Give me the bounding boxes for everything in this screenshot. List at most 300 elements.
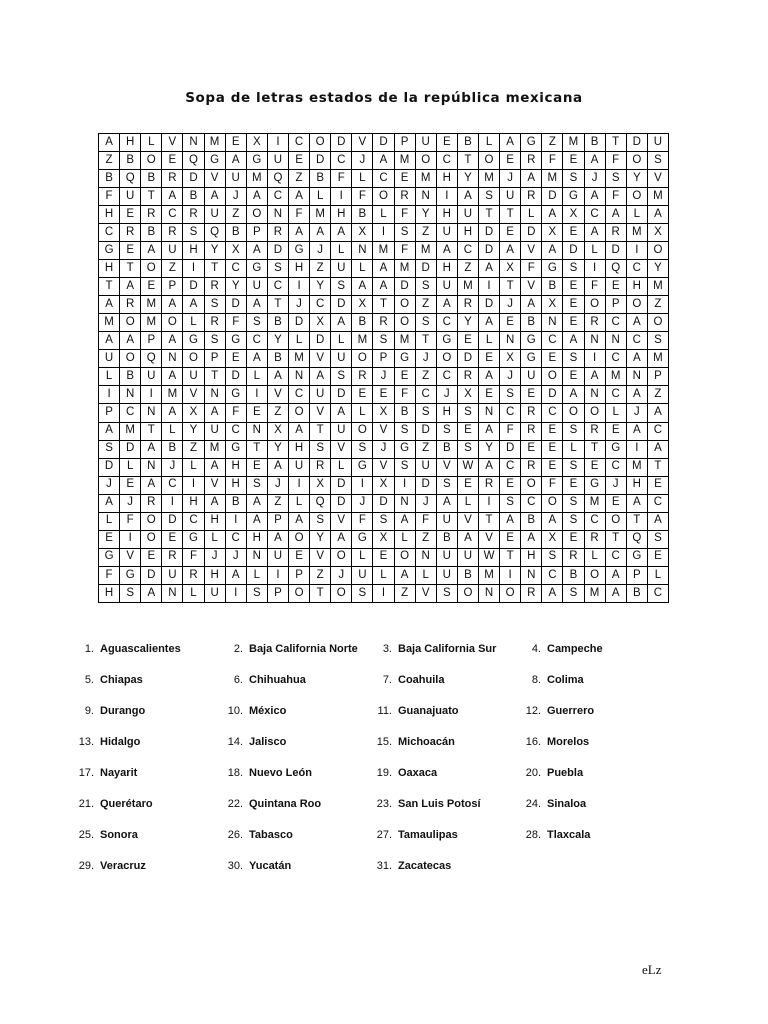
grid-cell: L xyxy=(288,494,309,512)
grid-cell: A xyxy=(267,530,288,548)
grid-cell: S xyxy=(183,224,204,242)
grid-cell: I xyxy=(99,386,120,404)
state-list-item xyxy=(72,641,181,657)
state-number: 5. xyxy=(84,674,94,686)
grid-cell: X xyxy=(183,404,204,422)
grid-cell: L xyxy=(457,494,478,512)
grid-cell: A xyxy=(584,224,605,242)
grid-cell: S xyxy=(204,332,225,350)
grid-row xyxy=(99,584,669,602)
grid-cell: A xyxy=(457,188,478,206)
grid-cell: U xyxy=(267,548,288,566)
grid-cell: I xyxy=(288,476,309,494)
grid-cell: Z xyxy=(415,296,436,314)
grid-cell: O xyxy=(542,368,563,386)
grid-cell: P xyxy=(626,566,647,584)
grid-cell: A xyxy=(478,314,499,332)
grid-cell: E xyxy=(457,476,478,494)
grid-cell: U xyxy=(141,368,162,386)
grid-cell: U xyxy=(500,188,521,206)
grid-cell: S xyxy=(394,422,415,440)
grid-cell: G xyxy=(394,440,415,458)
state-number: 2. xyxy=(233,643,243,655)
grid-cell: E xyxy=(500,530,521,548)
grid-cell: L xyxy=(310,188,331,206)
state-name: Oaxaca xyxy=(398,767,438,779)
grid-row xyxy=(99,152,669,170)
grid-cell: M xyxy=(352,332,373,350)
grid-cell: A xyxy=(246,350,267,368)
grid-cell: S xyxy=(394,224,415,242)
grid-cell: E xyxy=(457,332,478,350)
grid-cell: C xyxy=(605,548,626,566)
grid-cell: A xyxy=(141,584,162,602)
grid-cell: U xyxy=(436,566,457,584)
grid-cell: N xyxy=(183,134,204,152)
grid-cell: H xyxy=(99,584,120,602)
grid-cell: S xyxy=(246,584,267,602)
grid-row xyxy=(99,332,669,350)
state-list-item xyxy=(221,765,312,781)
grid-cell: T xyxy=(310,584,331,602)
grid-cell: D xyxy=(394,278,415,296)
grid-cell: U xyxy=(457,548,478,566)
grid-cell: G xyxy=(521,350,542,368)
grid-cell: N xyxy=(162,350,183,368)
grid-cell: I xyxy=(141,386,162,404)
grid-cell: E xyxy=(563,314,584,332)
grid-cell: J xyxy=(267,476,288,494)
grid-cell: J xyxy=(352,152,373,170)
grid-cell: E xyxy=(542,440,563,458)
grid-cell: Z xyxy=(162,260,183,278)
grid-cell: V xyxy=(647,170,668,188)
grid-cell: B xyxy=(352,314,373,332)
grid-cell: D xyxy=(457,350,478,368)
grid-cell: S xyxy=(647,530,668,548)
grid-cell: C xyxy=(521,494,542,512)
grid-cell: G xyxy=(605,440,626,458)
grid-cell: H xyxy=(183,494,204,512)
grid-cell: X xyxy=(542,224,563,242)
grid-cell: I xyxy=(584,350,605,368)
grid-cell: P xyxy=(605,296,626,314)
grid-cell: M xyxy=(584,494,605,512)
grid-cell: N xyxy=(500,332,521,350)
grid-row xyxy=(99,494,669,512)
grid-cell: E xyxy=(373,548,394,566)
grid-cell: Q xyxy=(183,152,204,170)
grid-cell: D xyxy=(373,494,394,512)
grid-cell: A xyxy=(563,332,584,350)
grid-cell: M xyxy=(141,314,162,332)
grid-cell: A xyxy=(436,494,457,512)
grid-cell: R xyxy=(141,494,162,512)
state-name: Jalisco xyxy=(249,736,287,748)
grid-cell: C xyxy=(99,224,120,242)
grid-cell: G xyxy=(626,548,647,566)
grid-cell: C xyxy=(225,530,246,548)
grid-cell: V xyxy=(373,422,394,440)
state-name: Chiapas xyxy=(100,674,143,686)
grid-cell: S xyxy=(415,404,436,422)
grid-cell: U xyxy=(436,278,457,296)
grid-cell: A xyxy=(394,566,415,584)
grid-cell: P xyxy=(267,512,288,530)
state-number: 14. xyxy=(227,736,243,748)
grid-cell: L xyxy=(373,566,394,584)
grid-cell: A xyxy=(99,296,120,314)
grid-cell: C xyxy=(120,404,141,422)
grid-row xyxy=(99,566,669,584)
grid-cell: N xyxy=(267,206,288,224)
grid-cell: B xyxy=(563,566,584,584)
grid-cell: L xyxy=(647,566,668,584)
grid-cell: O xyxy=(246,206,267,224)
grid-cell: I xyxy=(352,476,373,494)
grid-cell: O xyxy=(436,350,457,368)
grid-cell: Y xyxy=(225,278,246,296)
grid-cell: Q xyxy=(141,350,162,368)
grid-cell: A xyxy=(162,404,183,422)
grid-cell: E xyxy=(500,152,521,170)
state-number: 10. xyxy=(227,705,243,717)
grid-cell: U xyxy=(162,566,183,584)
grid-cell: U xyxy=(225,170,246,188)
grid-cell: Z xyxy=(99,152,120,170)
grid-cell: A xyxy=(246,188,267,206)
grid-cell: J xyxy=(310,242,331,260)
grid-cell: B xyxy=(225,494,246,512)
grid-cell: T xyxy=(478,512,499,530)
grid-cell: A xyxy=(500,512,521,530)
grid-cell: T xyxy=(310,422,331,440)
grid-cell: A xyxy=(647,512,668,530)
grid-cell: E xyxy=(500,314,521,332)
grid-cell: E xyxy=(99,530,120,548)
grid-cell: M xyxy=(373,242,394,260)
grid-cell: M xyxy=(394,152,415,170)
grid-cell: L xyxy=(352,404,373,422)
grid-cell: A xyxy=(584,188,605,206)
grid-cell: N xyxy=(521,566,542,584)
grid-row xyxy=(99,224,669,242)
grid-cell: E xyxy=(457,422,478,440)
grid-cell: L xyxy=(478,134,499,152)
grid-cell: M xyxy=(626,224,647,242)
grid-cell: D xyxy=(267,242,288,260)
grid-cell: L xyxy=(183,584,204,602)
state-name: Durango xyxy=(100,705,146,717)
grid-cell: H xyxy=(457,224,478,242)
grid-cell: M xyxy=(415,242,436,260)
grid-cell: V xyxy=(310,350,331,368)
grid-cell: Z xyxy=(415,224,436,242)
grid-cell: T xyxy=(267,296,288,314)
grid-cell: O xyxy=(626,188,647,206)
grid-cell: J xyxy=(373,368,394,386)
grid-cell: C xyxy=(647,422,668,440)
grid-cell: G xyxy=(542,260,563,278)
state-name: Puebla xyxy=(547,767,584,779)
grid-cell: C xyxy=(162,476,183,494)
grid-cell: Z xyxy=(647,386,668,404)
state-number: 4. xyxy=(531,643,541,655)
grid-cell: A xyxy=(225,566,246,584)
grid-cell: H xyxy=(331,206,352,224)
grid-cell: N xyxy=(542,314,563,332)
state-name: Nayarit xyxy=(100,767,138,779)
grid-cell: G xyxy=(352,458,373,476)
state-name: Querétaro xyxy=(100,798,153,810)
grid-cell: S xyxy=(563,458,584,476)
grid-cell: H xyxy=(288,260,309,278)
page-title: Sopa de letras estados de la república mexicana xyxy=(185,90,583,106)
grid-cell: A xyxy=(246,512,267,530)
state-number: 7. xyxy=(382,674,392,686)
grid-cell: D xyxy=(542,188,563,206)
grid-cell: C xyxy=(500,458,521,476)
grid-cell: A xyxy=(373,278,394,296)
grid-cell: S xyxy=(500,386,521,404)
grid-cell: H xyxy=(99,206,120,224)
grid-cell: N xyxy=(478,404,499,422)
grid-cell: M xyxy=(478,566,499,584)
state-number: 1. xyxy=(84,643,94,655)
grid-cell: H xyxy=(204,512,225,530)
grid-cell: S xyxy=(563,512,584,530)
grid-cell: A xyxy=(204,188,225,206)
grid-cell: P xyxy=(267,584,288,602)
grid-cell: J xyxy=(225,188,246,206)
grid-cell: U xyxy=(99,350,120,368)
grid-cell: O xyxy=(141,152,162,170)
grid-cell: D xyxy=(605,242,626,260)
grid-cell: A xyxy=(626,422,647,440)
state-number: 9. xyxy=(84,705,94,717)
grid-cell: B xyxy=(267,350,288,368)
grid-cell: B xyxy=(120,368,141,386)
grid-cell: O xyxy=(331,548,352,566)
grid-cell: H xyxy=(288,440,309,458)
grid-cell: B xyxy=(457,566,478,584)
grid-cell: T xyxy=(457,152,478,170)
state-number: 20. xyxy=(525,767,541,779)
grid-cell: X xyxy=(457,386,478,404)
grid-cell: L xyxy=(183,314,204,332)
grid-cell: M xyxy=(204,134,225,152)
grid-cell: Q xyxy=(310,494,331,512)
grid-cell: S xyxy=(563,494,584,512)
grid-cell: E xyxy=(373,386,394,404)
grid-cell: L xyxy=(120,458,141,476)
grid-cell: A xyxy=(542,206,563,224)
state-name: Morelos xyxy=(547,736,590,748)
grid-cell: U xyxy=(436,224,457,242)
grid-cell: C xyxy=(225,422,246,440)
grid-cell: P xyxy=(647,368,668,386)
grid-cell: U xyxy=(204,584,225,602)
grid-cell: A xyxy=(373,260,394,278)
grid-cell: A xyxy=(542,584,563,602)
grid-cell: F xyxy=(352,512,373,530)
grid-cell: U xyxy=(457,206,478,224)
state-list-item xyxy=(519,734,589,750)
grid-cell: S xyxy=(331,368,352,386)
grid-cell: G xyxy=(225,386,246,404)
grid-cell: C xyxy=(436,314,457,332)
grid-cell: A xyxy=(288,512,309,530)
grid-cell: Z xyxy=(288,170,309,188)
state-number: 27. xyxy=(376,829,392,841)
grid-cell: O xyxy=(500,584,521,602)
grid-cell: D xyxy=(415,476,436,494)
grid-cell: A xyxy=(331,530,352,548)
grid-cell: E xyxy=(647,548,668,566)
grid-cell: E xyxy=(225,350,246,368)
grid-cell: S xyxy=(394,458,415,476)
grid-cell: I xyxy=(246,386,267,404)
grid-cell: P xyxy=(373,350,394,368)
grid-cell: D xyxy=(225,296,246,314)
grid-cell: V xyxy=(521,278,542,296)
grid-cell: I xyxy=(162,494,183,512)
grid-cell: E xyxy=(120,476,141,494)
state-list-item xyxy=(519,641,603,657)
grid-cell: A xyxy=(267,368,288,386)
grid-cell: P xyxy=(99,404,120,422)
grid-cell: X xyxy=(310,476,331,494)
grid-cell: A xyxy=(288,224,309,242)
grid-cell: Z xyxy=(310,260,331,278)
state-list-item xyxy=(370,703,459,719)
grid-cell: C xyxy=(225,260,246,278)
grid-cell: D xyxy=(500,440,521,458)
grid-cell: D xyxy=(478,242,499,260)
grid-cell: A xyxy=(542,512,563,530)
grid-cell: R xyxy=(162,224,183,242)
grid-cell: L xyxy=(605,404,626,422)
grid-cell: N xyxy=(246,422,267,440)
grid-cell: E xyxy=(605,278,626,296)
grid-cell: N xyxy=(141,404,162,422)
grid-cell: E xyxy=(246,458,267,476)
grid-cell: A xyxy=(204,458,225,476)
grid-cell: U xyxy=(331,350,352,368)
grid-cell: C xyxy=(584,512,605,530)
grid-cell: E xyxy=(563,152,584,170)
grid-cell: L xyxy=(352,170,373,188)
grid-cell: S xyxy=(310,512,331,530)
grid-cell: M xyxy=(563,134,584,152)
grid-cell: I xyxy=(436,188,457,206)
grid-cell: E xyxy=(436,134,457,152)
state-name: Colima xyxy=(547,674,584,686)
grid-cell: T xyxy=(141,422,162,440)
grid-cell: S xyxy=(647,152,668,170)
grid-cell: H xyxy=(183,242,204,260)
grid-cell: R xyxy=(204,278,225,296)
grid-cell: H xyxy=(436,170,457,188)
grid-cell: R xyxy=(584,422,605,440)
state-name: Baja California Norte xyxy=(249,643,358,655)
grid-cell: L xyxy=(352,548,373,566)
grid-cell: L xyxy=(99,512,120,530)
grid-cell: S xyxy=(352,440,373,458)
grid-cell: A xyxy=(310,224,331,242)
state-list-item xyxy=(370,734,455,750)
grid-cell: F xyxy=(605,188,626,206)
grid-cell: S xyxy=(563,350,584,368)
grid-cell: Z xyxy=(457,260,478,278)
grid-cell: T xyxy=(204,260,225,278)
grid-cell: O xyxy=(352,422,373,440)
grid-cell: A xyxy=(394,512,415,530)
grid-cell: D xyxy=(478,296,499,314)
state-name: Nuevo León xyxy=(249,767,312,779)
grid-cell: L xyxy=(162,422,183,440)
grid-cell: U xyxy=(436,512,457,530)
grid-cell: Y xyxy=(267,332,288,350)
grid-cell: Z xyxy=(225,206,246,224)
grid-cell: J xyxy=(204,548,225,566)
grid-row xyxy=(99,368,669,386)
grid-cell: A xyxy=(120,332,141,350)
grid-cell: G xyxy=(584,476,605,494)
grid-cell: R xyxy=(584,314,605,332)
grid-cell: A xyxy=(141,476,162,494)
grid-cell: O xyxy=(183,350,204,368)
grid-cell: B xyxy=(120,152,141,170)
grid-cell: G xyxy=(99,242,120,260)
grid-cell: A xyxy=(141,242,162,260)
grid-cell: R xyxy=(352,368,373,386)
grid-cell: M xyxy=(626,458,647,476)
grid-cell: N xyxy=(246,548,267,566)
state-list-item xyxy=(370,641,496,657)
grid-cell: E xyxy=(478,386,499,404)
grid-cell: E xyxy=(563,476,584,494)
grid-cell: V xyxy=(120,548,141,566)
grid-cell: N xyxy=(415,188,436,206)
state-name: Baja California Sur xyxy=(398,643,497,655)
grid-cell: P xyxy=(204,350,225,368)
grid-cell: Z xyxy=(267,494,288,512)
grid-cell: A xyxy=(521,170,542,188)
grid-cell: D xyxy=(373,134,394,152)
state-name: Sinaloa xyxy=(547,798,587,810)
grid-cell: M xyxy=(542,170,563,188)
grid-cell: M xyxy=(141,296,162,314)
grid-cell: Y xyxy=(478,440,499,458)
grid-cell: D xyxy=(563,242,584,260)
grid-cell: A xyxy=(605,566,626,584)
grid-cell: S xyxy=(120,584,141,602)
grid-cell: A xyxy=(162,296,183,314)
grid-cell: G xyxy=(246,260,267,278)
grid-cell: E xyxy=(542,458,563,476)
state-list-item xyxy=(72,672,143,688)
grid-cell: X xyxy=(225,242,246,260)
grid-cell: M xyxy=(288,350,309,368)
state-name: Michoacán xyxy=(398,736,455,748)
grid-cell: O xyxy=(584,296,605,314)
grid-cell: L xyxy=(373,206,394,224)
grid-cell: C xyxy=(500,404,521,422)
grid-cell: E xyxy=(225,134,246,152)
grid-cell: E xyxy=(288,548,309,566)
grid-cell: J xyxy=(436,386,457,404)
